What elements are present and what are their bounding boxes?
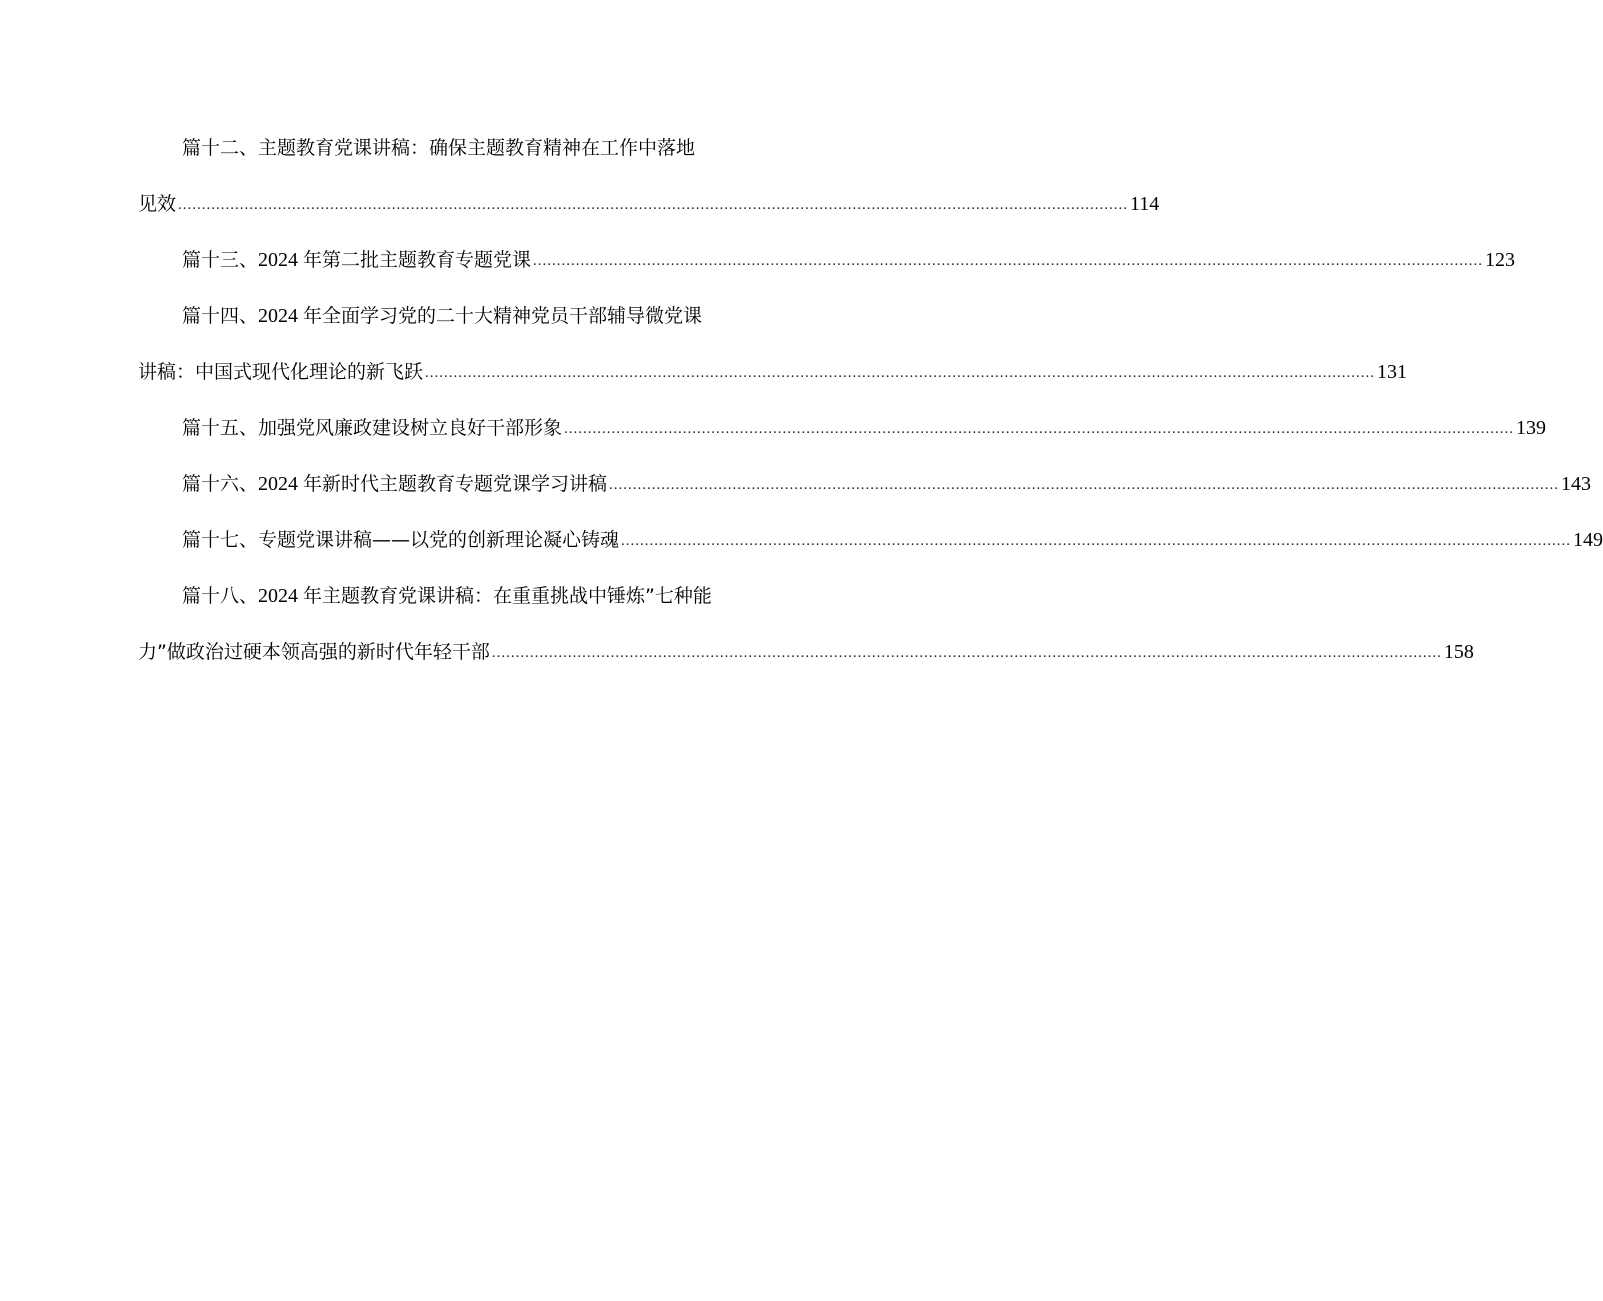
dot-leader: ........................................................................................................................................................................................................ bbox=[491, 645, 1442, 661]
toc-entry-title: 篇十五、加强党风廉政建设树立良好干部形象 bbox=[182, 417, 563, 439]
toc-entry-line bbox=[138, 176, 1160, 232]
toc-page-number: 123 bbox=[1485, 249, 1516, 271]
toc-entry-title-continued: 力”做政治过硬本领高强的新时代年轻干部 bbox=[138, 641, 490, 663]
toc-entry-line bbox=[138, 288, 774, 344]
toc-page-number: 143 bbox=[1561, 473, 1592, 495]
toc-entry[interactable] bbox=[138, 400, 1547, 456]
dot-leader: ........................................................................................................................................................................................................ bbox=[621, 533, 1572, 549]
toc-entry-title: 篇十二、主题教育党课讲稿：确保主题教育精神在工作中落地 bbox=[182, 137, 696, 159]
toc-entry[interactable] bbox=[138, 120, 1160, 232]
toc-entry[interactable] bbox=[138, 512, 1603, 568]
toc-page-number: 114 bbox=[1130, 193, 1160, 215]
toc-entry-title: 篇十三、2024 年第二批主题教育专题党课 bbox=[182, 249, 532, 271]
toc-entry-title: 篇十六、2024 年新时代主题教育专题党课学习讲稿 bbox=[182, 473, 608, 495]
toc-page-number: 149 bbox=[1573, 529, 1603, 551]
toc-entry-title: 篇十七、专题党课讲稿——以党的创新理论凝心铸魂 bbox=[182, 529, 620, 551]
toc-entry-line bbox=[138, 344, 1408, 400]
toc-entry[interactable] bbox=[138, 232, 1516, 288]
toc-entry-line bbox=[138, 512, 1603, 568]
table-of-contents bbox=[138, 120, 1603, 680]
dot-leader: ........................................................................................................................................................................................................ bbox=[178, 197, 1129, 213]
toc-entry-title: 篇十八、2024 年主题教育党课讲稿：在重重挑战中锤炼”七种能 bbox=[182, 585, 712, 607]
toc-entry-line bbox=[138, 120, 774, 176]
toc-entry-title: 篇十四、2024 年全面学习党的二十大精神党员干部辅导微党课 bbox=[182, 305, 703, 327]
dot-leader: ........................................................................................................................................................................................................ bbox=[609, 477, 1560, 493]
toc-entry-line bbox=[138, 568, 774, 624]
toc-entry-line bbox=[138, 456, 1592, 512]
toc-entry[interactable] bbox=[138, 288, 1408, 400]
toc-entry-line bbox=[138, 624, 1474, 680]
toc-entry[interactable] bbox=[138, 456, 1592, 512]
toc-page-number: 158 bbox=[1443, 641, 1474, 663]
dot-leader: ........................................................................................................................................................................................................ bbox=[425, 365, 1376, 381]
toc-entry-line bbox=[138, 400, 1547, 456]
toc-entry-title-continued: 讲稿：中国式现代化理论的新飞跃 bbox=[138, 361, 424, 383]
toc-page-number: 131 bbox=[1377, 361, 1408, 383]
toc-entry-title-continued: 见效 bbox=[138, 193, 177, 215]
dot-leader: ........................................................................................................................................................................................................ bbox=[564, 421, 1515, 437]
toc-entry-line bbox=[138, 232, 1516, 288]
toc-entry[interactable] bbox=[138, 568, 1474, 680]
dot-leader: ........................................................................................................................................................................................................ bbox=[533, 253, 1484, 269]
toc-page-number: 139 bbox=[1516, 417, 1547, 439]
